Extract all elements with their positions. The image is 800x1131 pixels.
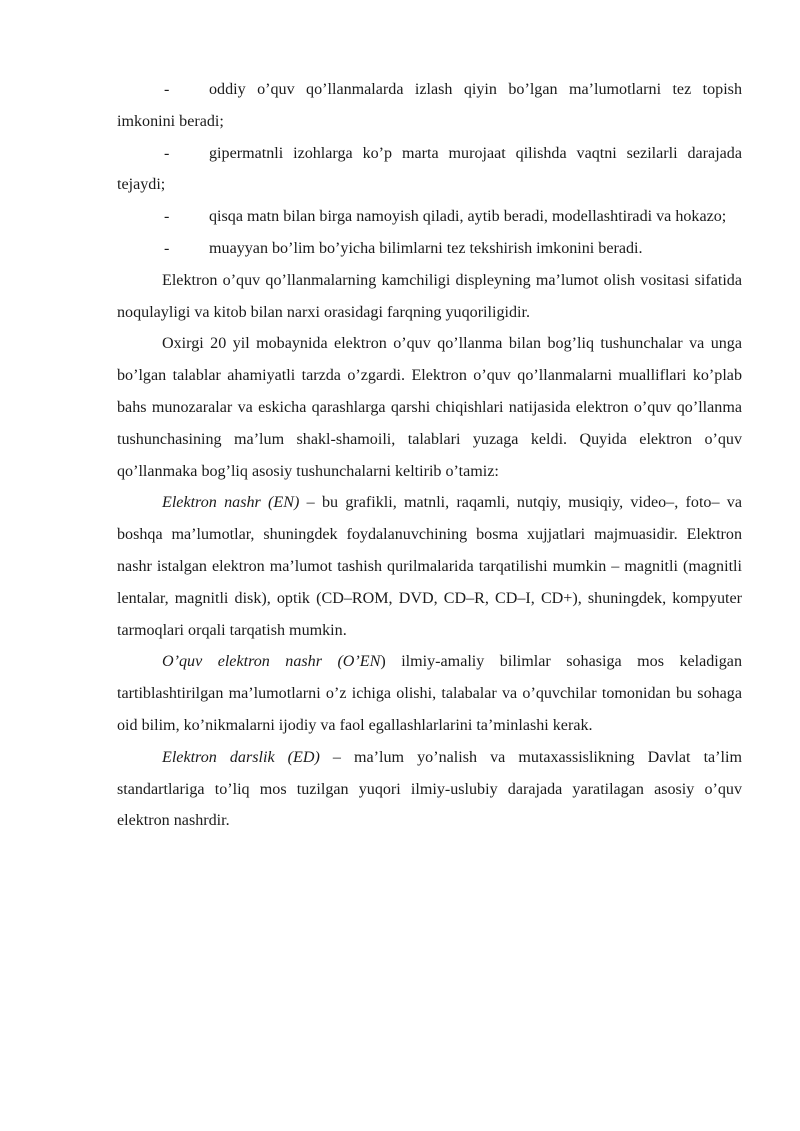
bullet-text: gipermatnli izohlarga ko’p marta murojaat qilishda vaqtni sezilarli darajada tejaydi; (117, 144, 742, 194)
bullet-item (117, 201, 742, 233)
paragraph-history (117, 328, 742, 487)
paragraph-text: – bu grafikli, matnli, raqamli, nutqiy, musiqiy, video–, foto– va boshqa ma’lumotlar, shuningdek foydalanuvchining bosma xujjatlari majmuasidir. Elektron nashr istalgan elektron ma’lumot tashish qurilmalarida tarqatilishi mumkin – magnitli (magnitli lentalar, magnitli disk), optik (CD–ROM, DVD, CD–R, CD–I, CD+), shuningdek, kompyuter tarmoqlari orqali tarqatish mumkin. (117, 494, 742, 639)
term-label: Elektron nashr (EN) (162, 494, 300, 512)
term-label: Elektron darslik (ED) (162, 748, 320, 766)
paragraph-drawbacks (117, 265, 742, 329)
bullet-dash: - (164, 239, 170, 257)
paragraph-text: Elektron o’quv qo’llanmalarning kamchiligi displeyning ma’lumot olish vositasi sifatida noqulayligi va kitob bilan narxi orasidagi farqning yuqoriligidir. (117, 271, 742, 321)
bullet-text: muayyan bo’lim bo’yicha bilimlarni tez tekshirish imkonini beradi. (209, 239, 643, 257)
bullet-dash: - (164, 81, 170, 98)
bullet-dash: - (164, 144, 170, 162)
paragraph-text: ) ilmiy-amaliy bilimlar sohasiga mos keladigan tartiblashtirilgan ma’lumotlarni o’z ichiga olishi, talabalar va o’quvchilar tomonidan bu sohaga oid bilim, ko’nikmalarni ijodiy va faol egallashlarlarini ta’minlashi kerak. (117, 653, 742, 734)
bullet-item (117, 138, 742, 202)
paragraph-definition-oen (117, 646, 742, 741)
paragraph-text: – ma’lum yo’nalish va mutaxassislikning Davlat ta’lim standartlariga to’liq mos tuzilgan yuqori ilmiy-uslubiy darajada yaratilagan asosiy o’quv elektron nashrdir. (117, 748, 743, 830)
bullet-item (117, 233, 742, 265)
paragraph-text: Oxirgi 20 yil mobaynida elektron o’quv qo’llanma bilan bog’liq tushunchalar va unga bo’lgan talablar ahamiyatli tarzda o’zgardi. Elektron o’quv qo’llanmalarni mualliflari ko’plab bahs munozaralar va eskicha qarashlarga qarshi chiqishlari natijasida elektron o’quv qo’llanma tushunchasining ma’lum shakl-shamoili, talablari yuzaga keldi. Quyida elektron o’quv qo’llanmaka bog’liq asosiy tushunchalarni keltirib o’tamiz: (117, 335, 742, 480)
bullet-text: oddiy o’quv qo’llanmalarda izlash qiyin bo’lgan ma’lumotlarni tez topish imkonini beradi; (117, 81, 742, 130)
paragraph-definition-ed (117, 742, 742, 837)
term-label: O’quv elektron nashr (O’EN (162, 653, 381, 671)
bullet-dash: - (164, 208, 170, 226)
bullet-text: qisqa matn bilan birga namoyish qiladi, aytib beradi, modellashtiradi va hokazo; (209, 208, 727, 226)
document-page (117, 74, 742, 837)
paragraph-definition-en (117, 487, 742, 646)
bullet-item (117, 74, 742, 138)
